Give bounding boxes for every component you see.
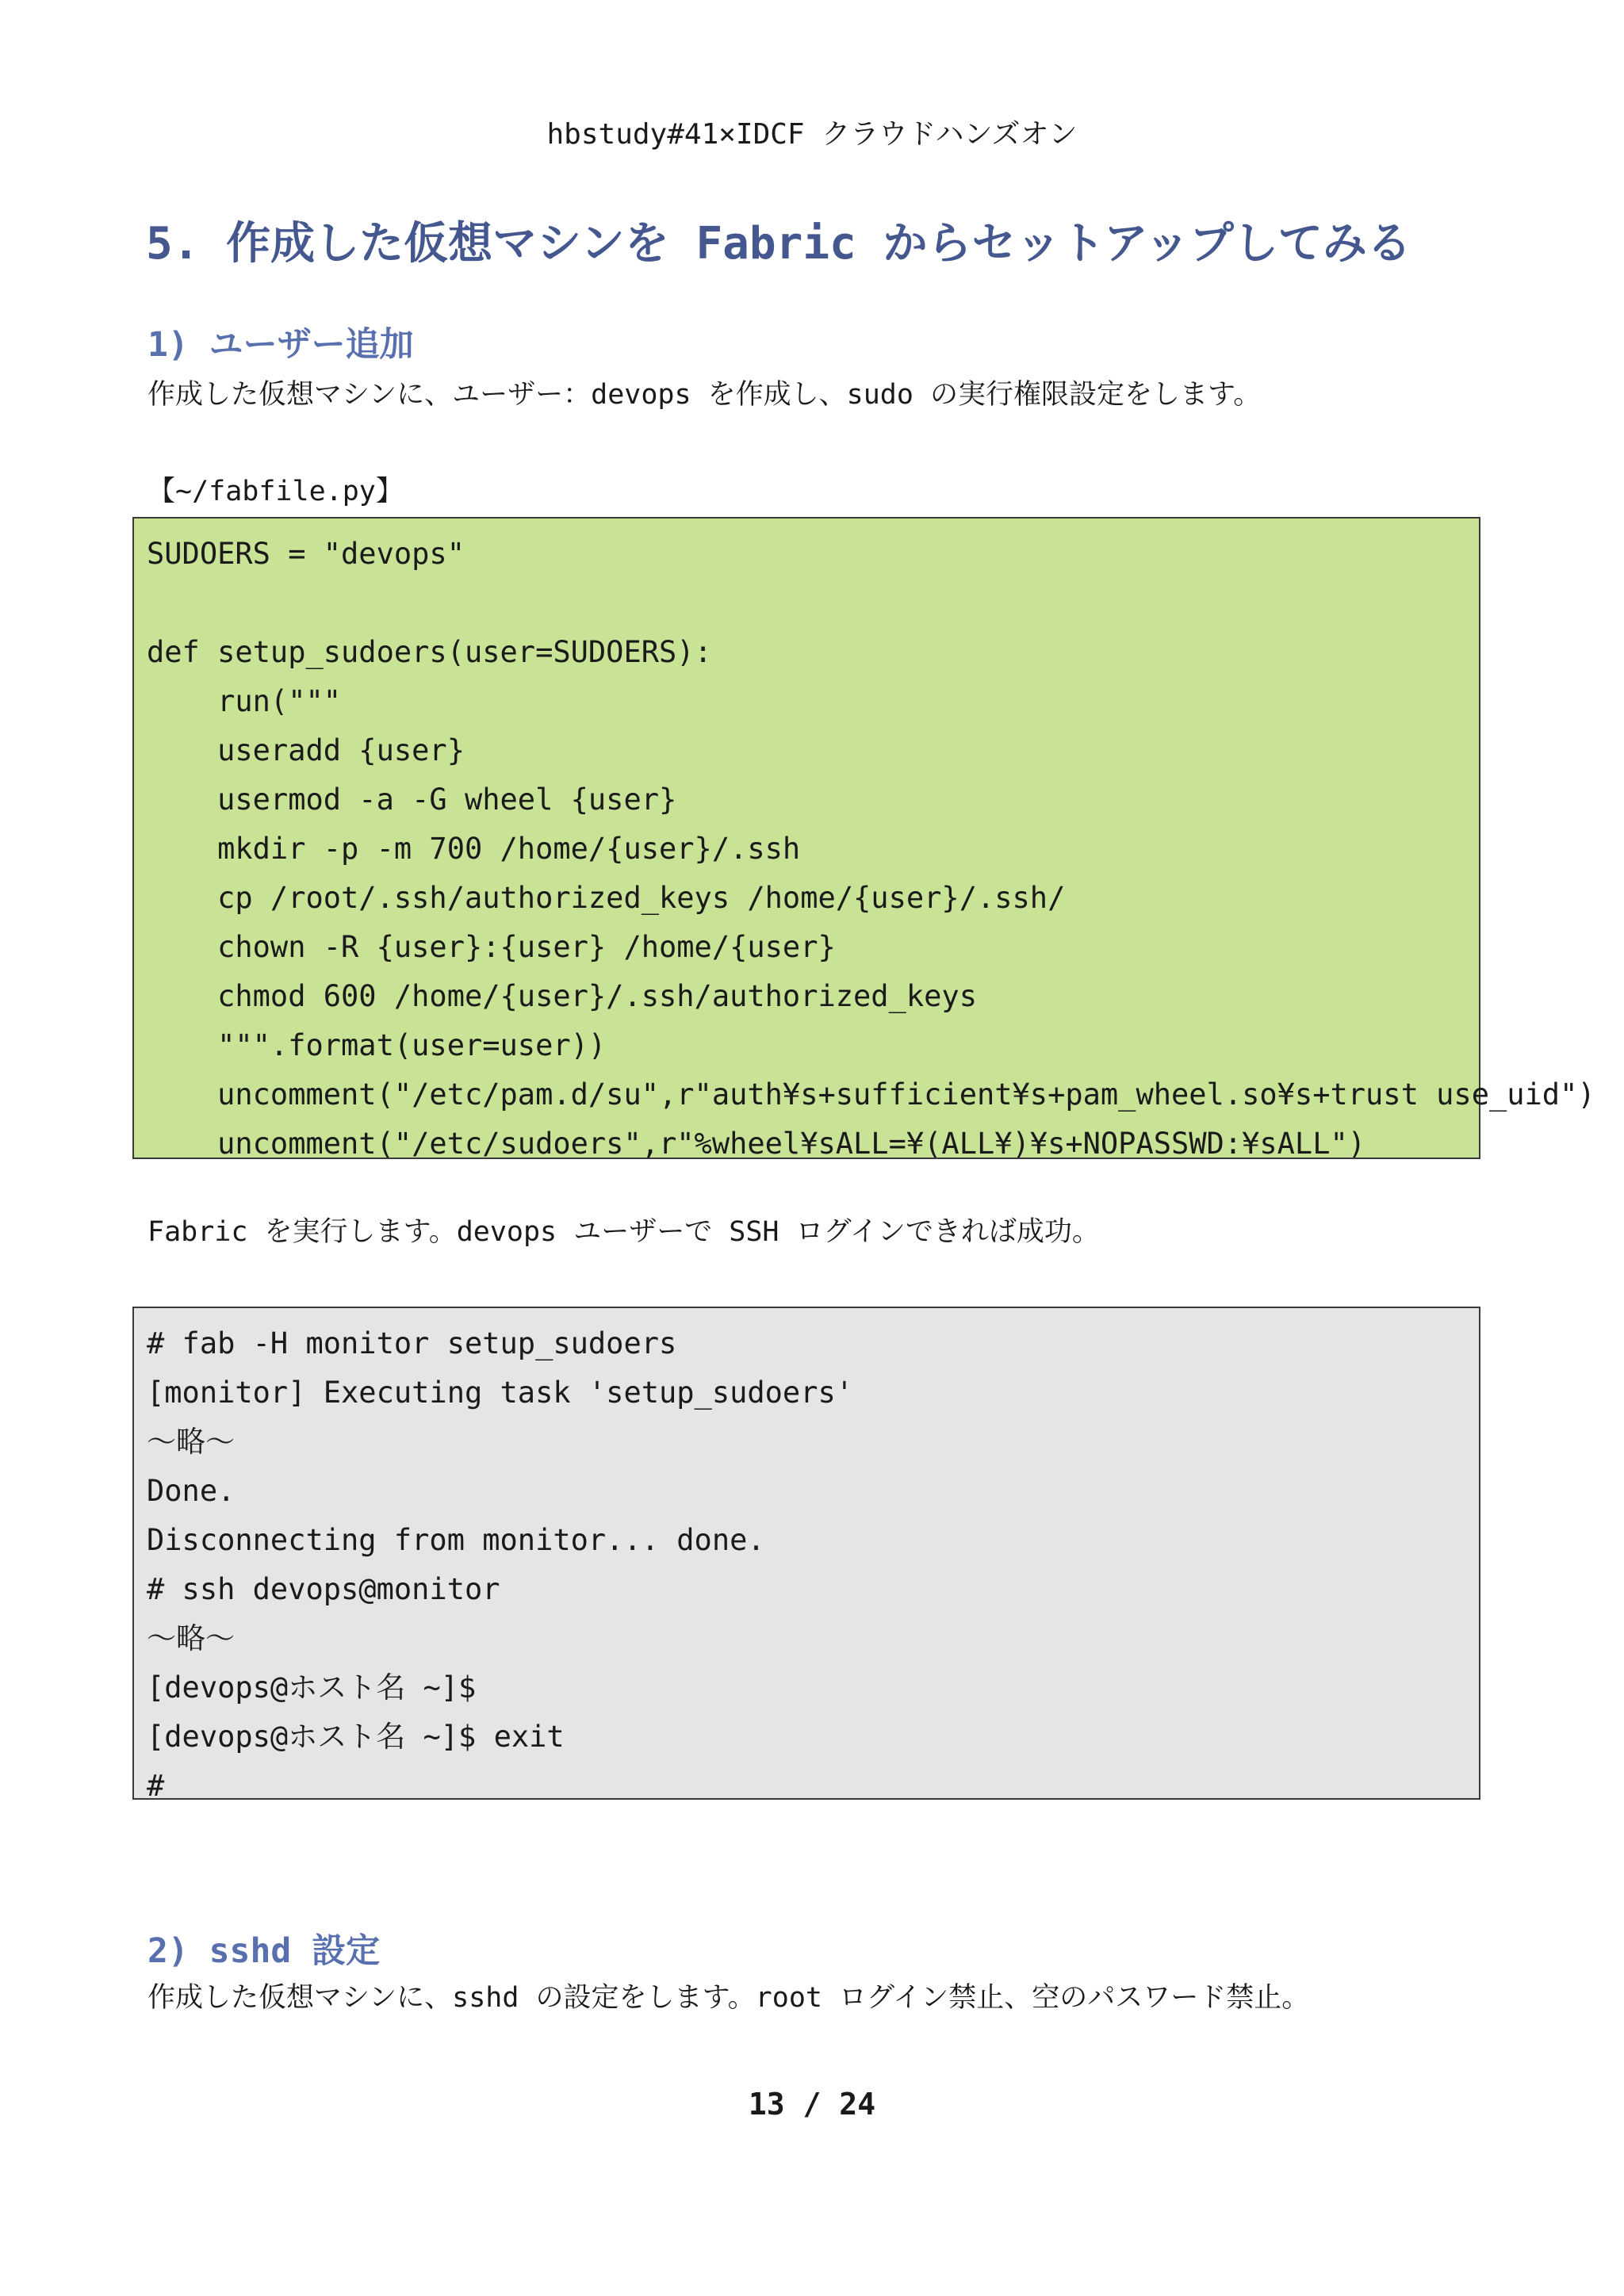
terminal-line: Done. (147, 1474, 236, 1508)
step1-title: 1) ユーザー追加 (147, 325, 414, 365)
terminal-line: ～略～ (147, 1425, 235, 1459)
terminal-line: [devops@ホスト名 ~]$ (147, 1670, 477, 1705)
terminal-line: # fab -H monitor setup_sudoers (147, 1326, 677, 1360)
fabfile-code-block (132, 517, 1595, 1161)
terminal-line: [devops@ホスト名 ~]$ exit (147, 1720, 565, 1754)
code-line: uncomment("/etc/pam.d/su",r"auth¥s+sufficient¥s+pam_wheel.so¥s+trust use_uid") (147, 1077, 1595, 1112)
terminal-line: # (147, 1769, 165, 1803)
code-line: useradd {user} (147, 733, 465, 767)
terminal-line: ～略～ (147, 1621, 235, 1655)
code-line: """.format(user=user)) (147, 1028, 607, 1062)
code-line: SUDOERS = "devops" (147, 537, 465, 571)
terminal-line: # ssh devops@monitor (147, 1572, 500, 1606)
code-line: cp /root/.ssh/authorized_keys /home/{user}/.ssh/ (147, 881, 1066, 915)
code-line: run(""" (147, 684, 342, 718)
step1-description: 作成した仮想マシンに、ユーザー：devops を作成し、sudo の実行権限設定をします。 (147, 379, 1262, 411)
terminal-line: Disconnecting from monitor... done. (147, 1523, 765, 1557)
terminal-line: [monitor] Executing task 'setup_sudoers' (147, 1376, 854, 1410)
step2-title: 2) sshd 設定 (147, 1931, 381, 1971)
page-header: hbstudy#41×IDCF クラウドハンズオン (546, 118, 1078, 151)
code-line: def setup_sudoers(user=SUDOERS): (147, 635, 712, 669)
code-line: uncomment("/etc/sudoers",r"%wheel¥sALL=¥(ALL¥)¥s+NOPASSWD:¥sALL") (147, 1127, 1366, 1161)
code-line: chmod 600 /home/{user}/.ssh/authorized_keys (147, 979, 977, 1013)
terminal-output-block (132, 1307, 1480, 1803)
run-description: Fabric を実行します。devops ユーザーで SSH ログインできれば成功。 (147, 1216, 1100, 1248)
file-label: 【~/fabfile.py】 (147, 476, 404, 507)
code-line: mkdir -p -m 700 /home/{user}/.ssh (147, 832, 801, 866)
section-title: 5. 作成した仮想マシンを Fabric からセットアップしてみる (146, 218, 1411, 270)
code-line: chown -R {user}:{user} /home/{user} (147, 930, 836, 964)
step2-description: 作成した仮想マシンに、sshd の設定をします。root ログイン禁止、空のパスワード禁止。 (147, 1982, 1310, 2014)
page-number: 13 / 24 (748, 2087, 876, 2122)
code-line: usermod -a -G wheel {user} (147, 783, 677, 817)
code-line (147, 579, 1479, 628)
